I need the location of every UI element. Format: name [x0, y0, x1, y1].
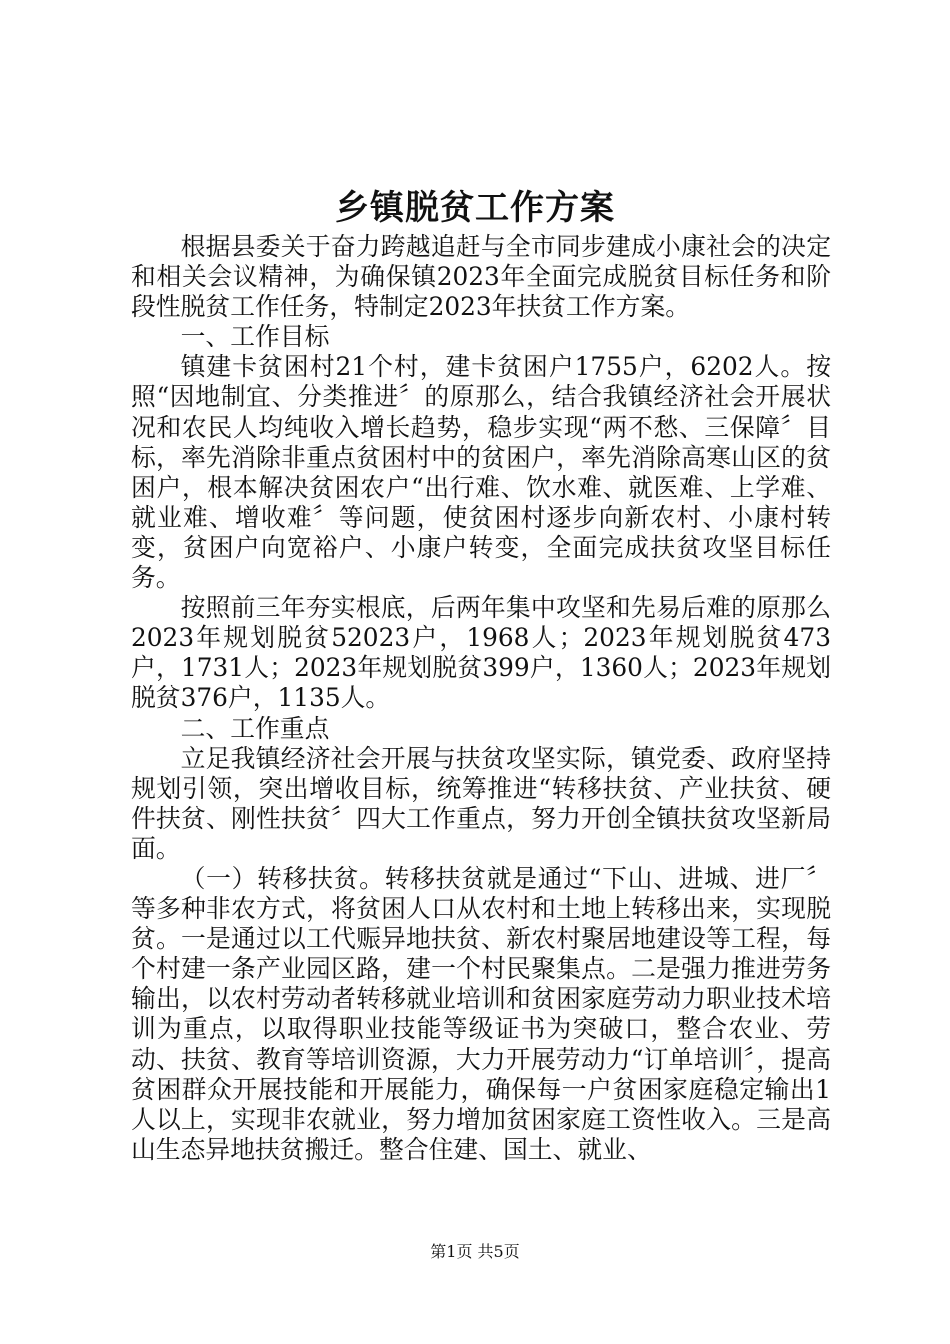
paragraph-intro: 根据县委关于奋力跨越追赶与全市同步建成小康社会的决定和相关会议精神，为确保镇2023年全面完成脱贫目标任务和阶段性脱贫工作任务，特制定2023年扶贫工作方案。	[131, 232, 831, 322]
document-body	[131, 232, 831, 1165]
page-footer: 第1页 共5页	[430, 1242, 520, 1261]
section-heading-focus: 二、工作重点	[180, 713, 330, 743]
paragraph-plan: 按照前三年夯实根底，后两年集中攻坚和先易后难的原那么2023年规划脱贫52023户，1968人；2023年规划脱贫473户，1731人；2023年规划脱贫399户，1360人；2023年规划脱贫376户，1135人。	[131, 593, 831, 713]
paragraph-focus: 立足我镇经济社会开展与扶贫攻坚实际，镇党委、政府坚持规划引领，突出增收目标，统筹推进“转移扶贫、产业扶贫、硬件扶贫、刚性扶贫〞四大工作重点，努力开创全镇扶贫攻坚新局面。	[131, 743, 831, 863]
section-heading-goals: 一、工作目标	[180, 322, 330, 352]
paragraph-goals: 镇建卡贫困村21个村，建卡贫困户1755户，6202人。按照“因地制宜、分类推进〞的原那么，结合我镇经济社会开展状况和农民人均纯收入增长趋势，稳步实现“两不愁、三保障〞目标，率先消除非重点贫困村中的贫困户，率先消除高寒山区的贫困户，根本解决贫困农户“出行难、饮水难、就医难、上学难、就业难、增收难〞等问题，使贫困村逐步向新农村、小康村转变，贫困户向宽裕户、小康户转变，全面完成扶贫攻坚目标任务。	[131, 352, 831, 593]
document-title: 乡镇脱贫工作方案	[335, 188, 615, 228]
paragraph-transfer: （一）转移扶贫。转移扶贫就是通过“下山、进城、进厂〞等多种非农方式，将贫困人口从农村和土地上转移出来，实现脱贫。一是通过以工代赈异地扶贫、新农村聚居地建设等工程，每个村建一条产业园区路，建一个村民聚集点。二是强力推进劳务输出，以农村劳动者转移就业培训和贫困家庭劳动力职业技术培训为重点，以取得职业技能等级证书为突破口，整合农业、劳动、扶贫、教育等培训资源，大力开展劳动力“订单培训〞，提高贫困群众开展技能和开展能力，确保每一户贫困家庭稳定输出1人以上，实现非农就业，努力增加贫困家庭工资性收入。三是高山生态异地扶贫搬迁。整合住建、国土、就业、	[131, 863, 831, 1164]
